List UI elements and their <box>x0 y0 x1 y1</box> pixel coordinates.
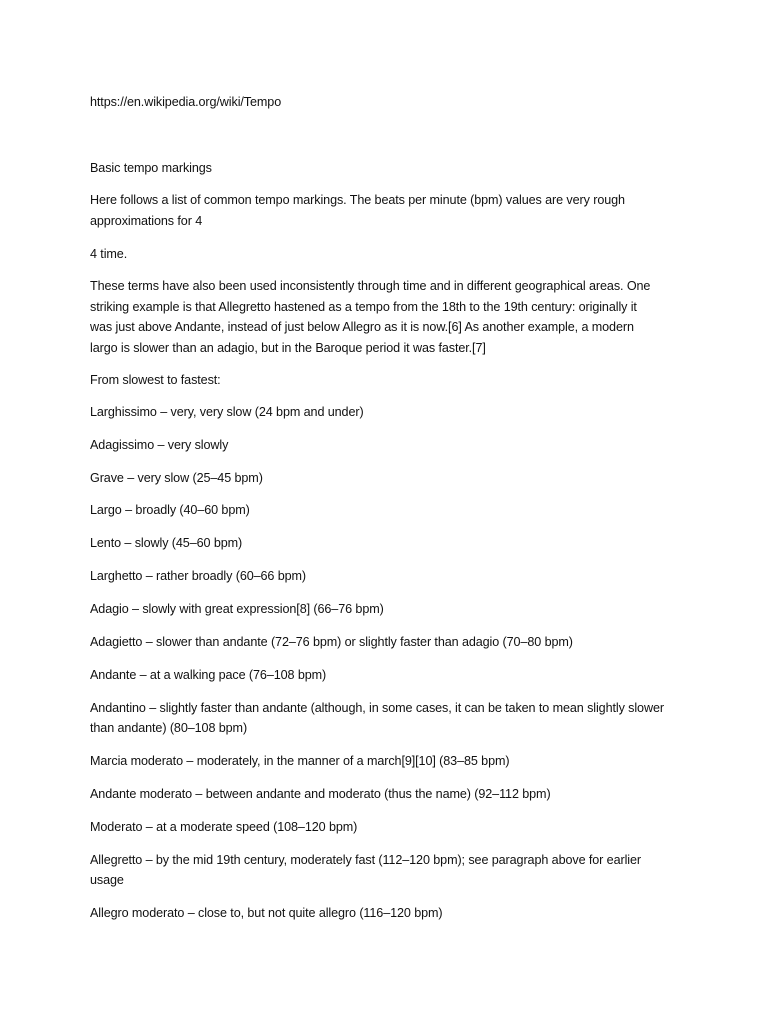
intro-text-line-1: Here follows a list of common tempo markings. The beats per minute (bpm) values are very rough <box>90 193 625 207</box>
marking-adagietto: Adagietto – slower than andante (72–76 bpm) or slightly faster than adagio (70–80 bpm) <box>90 635 573 649</box>
marking-adagio: Adagio – slowly with great expression[8] (66–76 bpm) <box>90 602 384 616</box>
time-signature-text: 4 time. <box>90 247 128 261</box>
context-paragraph-line-2: striking example is that Allegretto hastened as a tempo from the 18th to the 19th century: originally it <box>90 300 637 314</box>
marking-larghetto: Larghetto – rather broadly (60–66 bpm) <box>90 569 307 583</box>
marking-lento: Lento – slowly (45–60 bpm) <box>90 536 243 550</box>
marking-adagissimo: Adagissimo – very slowly <box>90 438 229 452</box>
marking-larghissimo: Larghissimo – very, very slow (24 bpm and under) <box>90 405 364 419</box>
marking-andante-moderato: Andante moderato – between andante and moderato (thus the name) (92–112 bpm) <box>90 787 551 801</box>
section-heading: Basic tempo markings <box>90 161 212 175</box>
marking-marcia-moderato: Marcia moderato – moderately, in the manner of a march[9][10] (83–85 bpm) <box>90 754 510 768</box>
intro-text-line-2: approximations for 4 <box>90 214 203 228</box>
marking-allegretto-line-2: usage <box>90 873 124 887</box>
marking-grave: Grave – very slow (25–45 bpm) <box>90 471 263 485</box>
marking-andante: Andante – at a walking pace (76–108 bpm) <box>90 668 327 682</box>
marking-andantino-line-1: Andantino – slightly faster than andante (although, in some cases, it can be taken to mean slightly slower <box>90 701 664 715</box>
marking-andantino-line-2: than andante) (80–108 bpm) <box>90 721 248 735</box>
context-paragraph-line-1: These terms have also been used inconsistently through time and in different geographical areas. One <box>90 279 651 293</box>
marking-allegretto-line-1: Allegretto – by the mid 19th century, moderately fast (112–120 bpm); see paragraph above for earlier <box>90 853 641 867</box>
marking-allegro-moderato: Allegro moderato – close to, but not quite allegro (116–120 bpm) <box>90 906 443 920</box>
marking-largo: Largo – broadly (40–60 bpm) <box>90 503 250 517</box>
marking-moderato: Moderato – at a moderate speed (108–120 bpm) <box>90 820 358 834</box>
source-url: https://en.wikipedia.org/wiki/Tempo <box>90 95 282 109</box>
context-paragraph-line-4: largo is slower than an adagio, but in the Baroque period it was faster.[7] <box>90 341 486 355</box>
context-paragraph-line-3: was just above Andante, instead of just below Allegro as it is now.[6] As another example, a modern <box>90 320 634 334</box>
order-label: From slowest to fastest: <box>90 373 221 387</box>
